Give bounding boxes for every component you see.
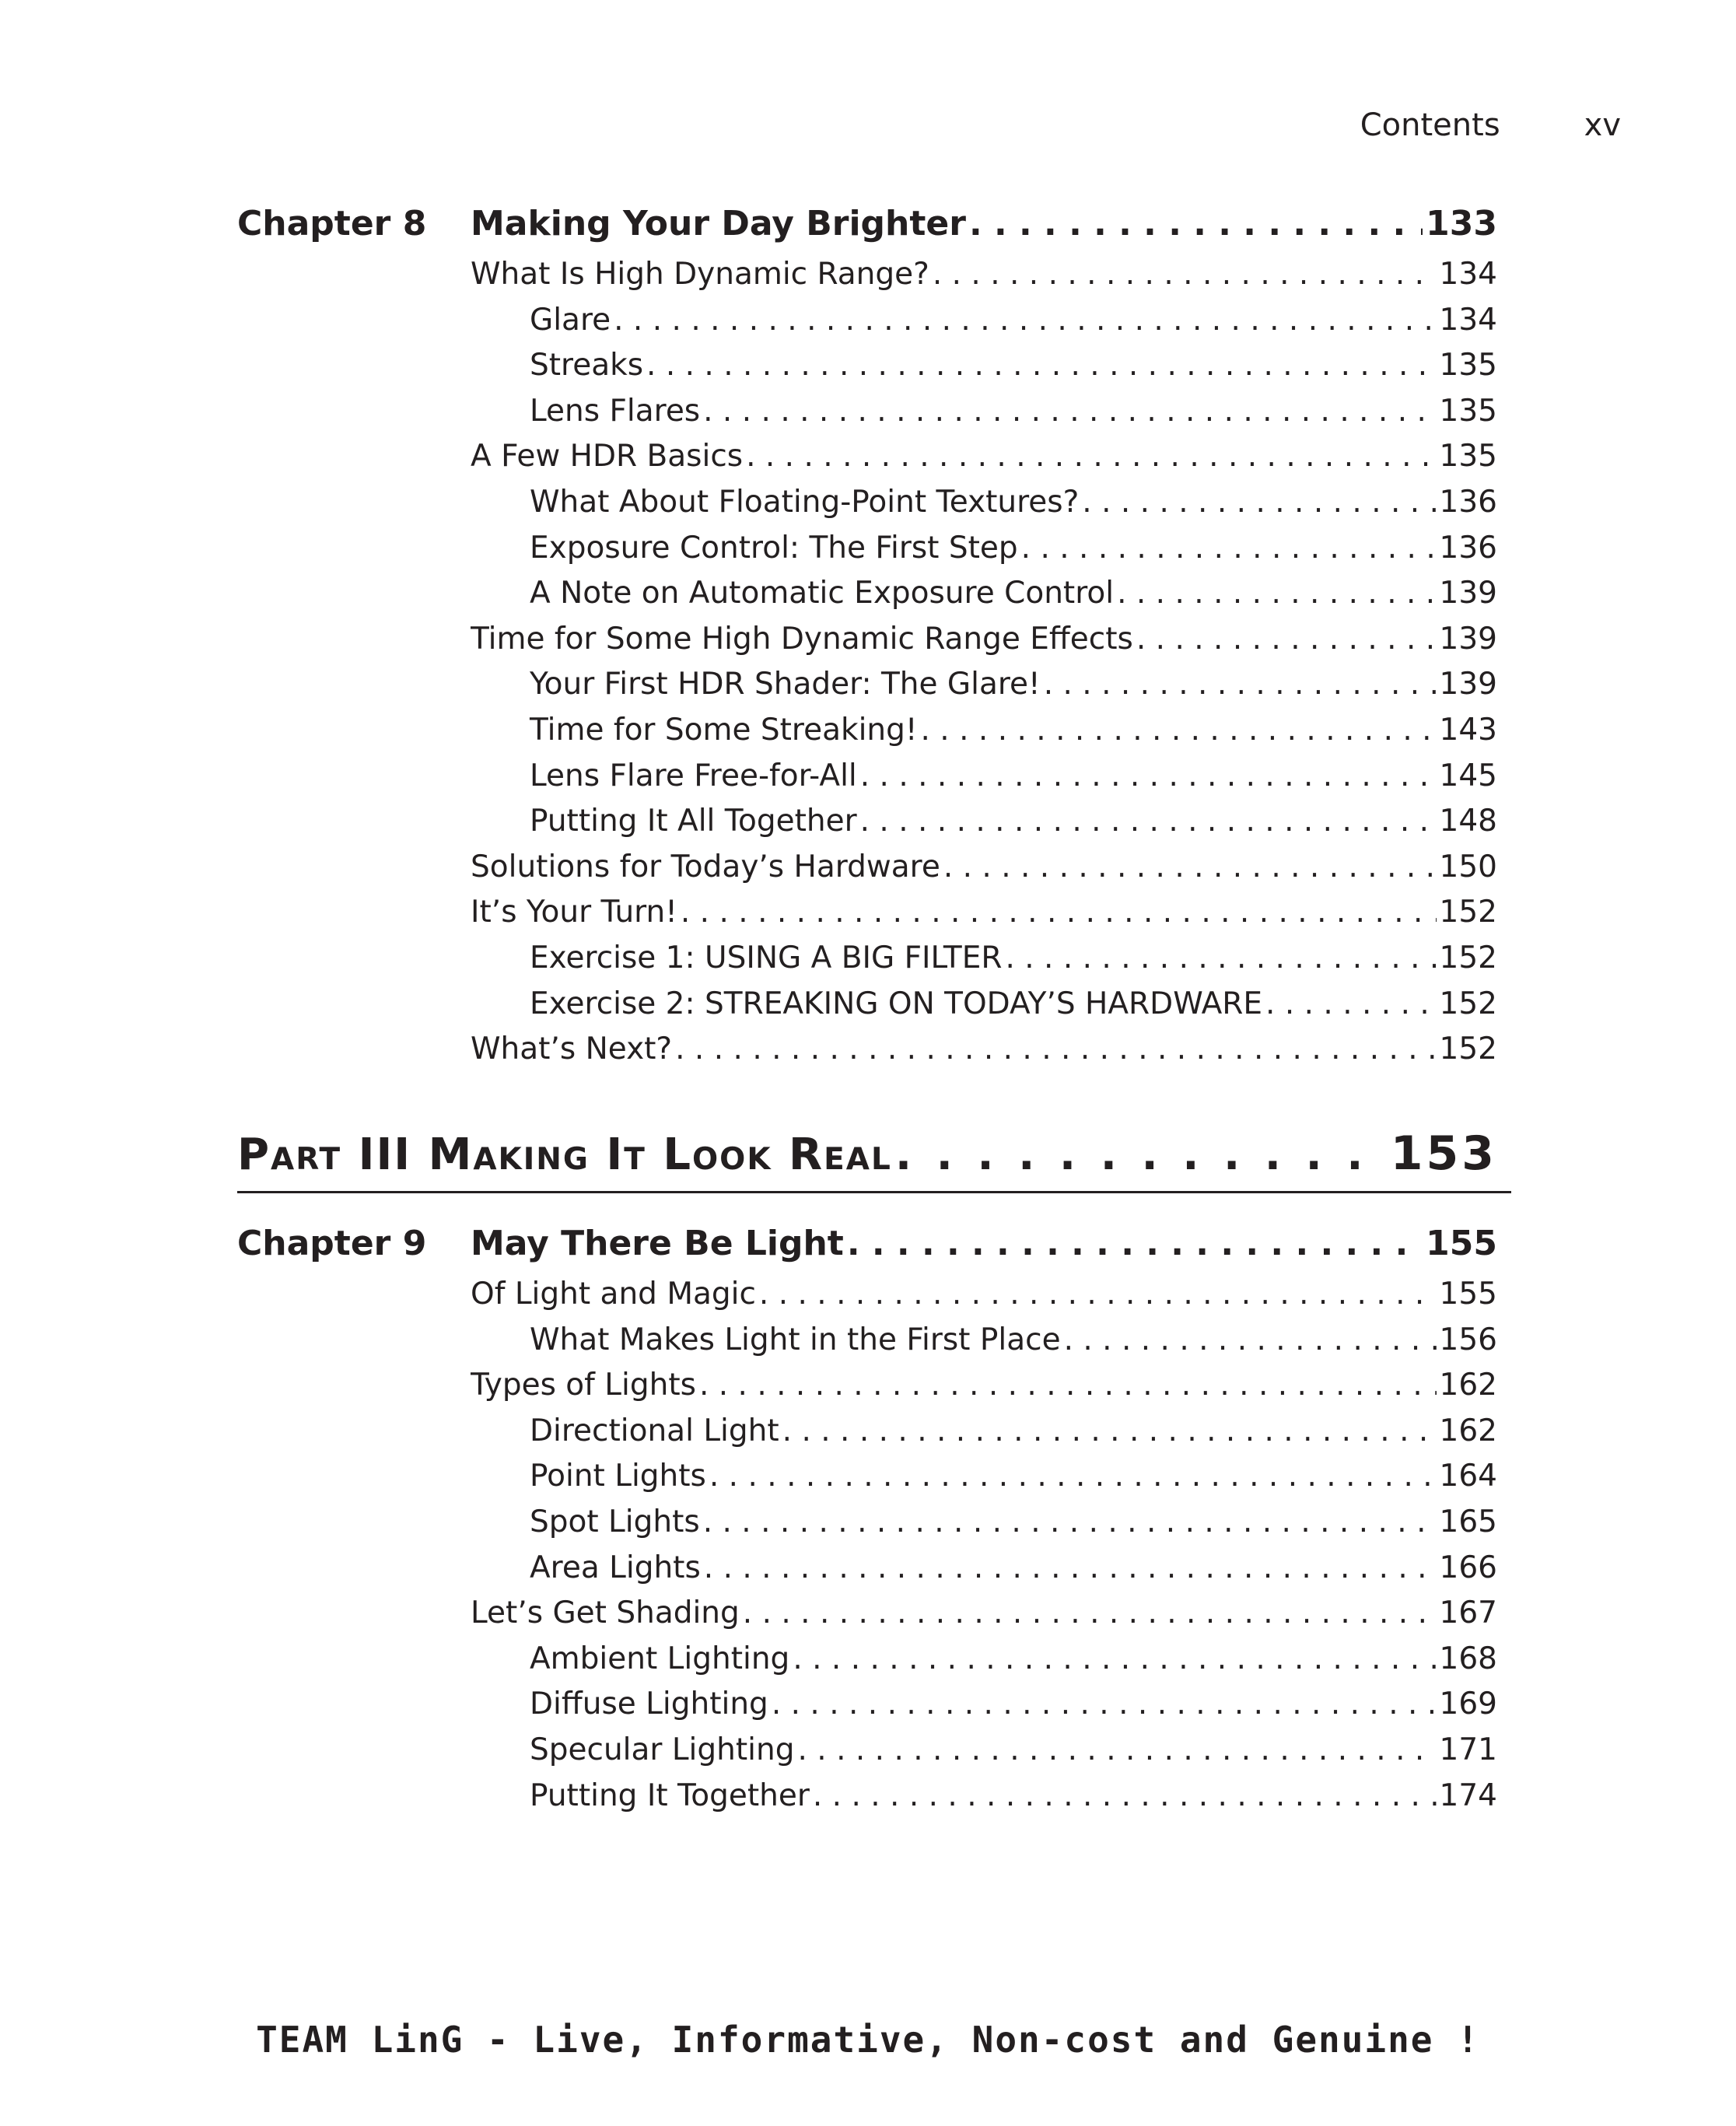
toc-entry-page: 152	[1439, 1031, 1497, 1067]
toc-entry-label: Directional Light	[530, 1413, 779, 1448]
part-heading[interactable]	[237, 1126, 1497, 1181]
toc-entry[interactable]	[471, 849, 1497, 895]
dot-leader	[675, 1031, 1436, 1067]
toc-entry-page: 136	[1439, 530, 1497, 566]
dot-leader	[943, 849, 1437, 884]
toc-entry[interactable]	[471, 394, 1497, 440]
dot-leader	[1044, 667, 1437, 702]
chapter-heading	[237, 204, 1497, 257]
part-title: Part III Making It Look Real	[237, 1130, 892, 1180]
toc-entry-label: A Few HDR Basics	[471, 439, 744, 475]
chapter-9-block	[237, 1224, 1497, 1823]
toc-entry-label: Point Lights	[530, 1459, 706, 1494]
toc-entry-label: Exercise 2: STREAKING ON TODAY’S HARDWARE	[530, 986, 1263, 1021]
toc-entry-page: 145	[1439, 758, 1497, 793]
toc-entry-page: 152	[1439, 986, 1497, 1021]
dot-leader	[813, 1778, 1437, 1813]
dot-leader	[1064, 1322, 1437, 1357]
toc-entry[interactable]	[471, 667, 1497, 713]
toc-entry[interactable]	[471, 986, 1497, 1032]
chapter-label: Chapter 9	[237, 1224, 427, 1263]
dot-leader	[782, 1413, 1437, 1448]
toc-entry-page: 150	[1439, 849, 1497, 884]
toc-entry[interactable]	[471, 1595, 1497, 1641]
toc-entry-page: 167	[1439, 1595, 1497, 1631]
toc-entry[interactable]	[471, 439, 1497, 485]
toc-entry-page: 174	[1439, 1778, 1497, 1813]
dot-leader	[614, 303, 1436, 338]
toc-entry-label: Spot Lights	[530, 1504, 700, 1539]
page-number: xv	[1584, 107, 1621, 143]
toc-entry-page: 162	[1439, 1413, 1497, 1448]
toc-entry-label: Putting It All Together	[530, 804, 857, 839]
dot-leader	[860, 804, 1437, 839]
toc-entry-label: Lens Flares	[530, 393, 701, 429]
toc-entry-page: 139	[1439, 667, 1497, 702]
dot-leader	[1117, 576, 1436, 611]
dot-leader	[1265, 986, 1437, 1021]
toc-entry-label: Specular Lighting	[530, 1732, 795, 1767]
toc-entry[interactable]	[471, 940, 1497, 986]
toc-entry-page: 162	[1439, 1368, 1497, 1403]
toc-entry-label: What About Floating-Point Textures?	[530, 484, 1080, 520]
toc-entry-label: Exposure Control: The First Step	[530, 530, 1018, 566]
toc-entry-page: 155	[1439, 1277, 1497, 1312]
dot-leader	[743, 1595, 1437, 1630]
dot-leader	[646, 348, 1437, 383]
toc-entry-label: Streaks	[530, 348, 644, 384]
toc-entry-page: 148	[1439, 804, 1497, 839]
toc-entries	[471, 257, 1497, 1077]
dot-leader	[797, 1732, 1436, 1767]
toc-entry-page: 139	[1439, 621, 1497, 657]
dot-leader	[933, 257, 1437, 292]
toc-entry-page: 156	[1439, 1322, 1497, 1357]
toc-entry[interactable]	[471, 348, 1497, 394]
dot-leader	[703, 394, 1436, 429]
toc-entry-label: Area Lights	[530, 1550, 701, 1585]
chapter-page: 133	[1426, 204, 1497, 243]
toc-entry-page: 143	[1439, 712, 1497, 748]
toc-entry-label: A Note on Automatic Exposure Control	[530, 576, 1115, 611]
dot-leader	[772, 1686, 1437, 1721]
toc-entry[interactable]	[471, 303, 1497, 348]
toc-entry[interactable]	[471, 531, 1497, 576]
toc-entry[interactable]	[471, 622, 1497, 667]
toc-entry-label: Exercise 1: USING A BIG FILTER	[530, 940, 1003, 975]
dot-leader	[793, 1641, 1436, 1676]
toc-entry-label: Solutions for Today’s Hardware	[471, 849, 940, 884]
toc-entry-page: 166	[1439, 1550, 1497, 1585]
toc-entry[interactable]	[471, 1778, 1497, 1824]
toc-entry-label: It’s Your Turn!	[471, 895, 677, 930]
toc-entry[interactable]	[471, 1686, 1497, 1732]
chapter-heading	[237, 1224, 1497, 1277]
running-head	[1360, 107, 1621, 143]
toc-entry[interactable]	[471, 758, 1497, 804]
dot-leader	[709, 1459, 1437, 1494]
footer-watermark: TEAM LinG - Live, Informative, Non-cost and Genuine !	[256, 2019, 1480, 2061]
toc-entry-label: Time for Some Streaking!	[530, 712, 918, 748]
toc-entry-page: 135	[1439, 348, 1497, 384]
dot-leader	[847, 1224, 1423, 1263]
chapter-page: 155	[1426, 1224, 1497, 1263]
chapter-title-row[interactable]	[471, 204, 1497, 243]
part-rule	[237, 1191, 1511, 1193]
dot-leader	[759, 1277, 1437, 1312]
toc-entry[interactable]	[471, 576, 1497, 622]
toc-entry-label: Let’s Get Shading	[471, 1595, 740, 1631]
toc-entry[interactable]	[471, 1413, 1497, 1459]
toc-entry-page: 134	[1439, 257, 1497, 292]
chapter-title: May There Be Light	[471, 1224, 844, 1263]
toc-entry-page: 164	[1439, 1459, 1497, 1494]
toc-entry-label: Ambient Lighting	[530, 1641, 790, 1676]
dot-leader	[1005, 940, 1436, 975]
toc-entry-page: 136	[1439, 484, 1497, 520]
dot-leader	[1021, 531, 1437, 566]
dot-leader	[703, 1504, 1437, 1539]
part-page: 153	[1390, 1126, 1497, 1181]
toc-entry-page: 135	[1439, 439, 1497, 475]
toc-entry-page: 135	[1439, 393, 1497, 429]
toc-entry[interactable]	[471, 713, 1497, 758]
toc-entry[interactable]	[471, 1459, 1497, 1504]
toc-entry-label: Types of Lights	[471, 1368, 696, 1403]
toc-entry-page: 171	[1439, 1732, 1497, 1767]
toc-entry[interactable]	[471, 1277, 1497, 1322]
toc-entry[interactable]	[471, 1031, 1497, 1077]
dot-leader	[969, 204, 1423, 243]
chapter-title-row[interactable]	[471, 1224, 1497, 1263]
toc-entry[interactable]	[471, 804, 1497, 849]
toc-entry-label: Glare	[530, 302, 611, 338]
toc-entry-page: 134	[1439, 302, 1497, 338]
toc-entry[interactable]	[471, 1504, 1497, 1550]
toc-entry[interactable]	[471, 1641, 1497, 1687]
toc-entry-label: Time for Some High Dynamic Range Effects	[471, 621, 1133, 657]
toc-entry-label: Diffuse Lighting	[530, 1686, 768, 1722]
toc-entry-label: Putting It Together	[530, 1778, 810, 1813]
toc-entry-label: Your First HDR Shader: The Glare!	[530, 667, 1041, 702]
toc-entry[interactable]	[471, 1368, 1497, 1413]
dot-leader	[895, 1130, 1388, 1180]
toc-entry-page: 169	[1439, 1686, 1497, 1722]
toc-entry-page: 168	[1439, 1641, 1497, 1676]
dot-leader	[1136, 622, 1437, 657]
toc-entry[interactable]	[471, 485, 1497, 531]
toc-entry-label: What Is High Dynamic Range?	[471, 257, 929, 292]
dot-leader	[681, 895, 1437, 930]
toc-entries	[471, 1277, 1497, 1823]
dot-leader	[699, 1368, 1437, 1403]
toc-entry-label: What Makes Light in the First Place	[530, 1322, 1061, 1357]
toc-entry[interactable]	[471, 1322, 1497, 1368]
running-head-title: Contents	[1360, 107, 1500, 143]
dot-leader	[860, 758, 1437, 793]
chapter-label: Chapter 8	[237, 204, 427, 243]
toc-entry[interactable]	[471, 895, 1497, 940]
toc-entry[interactable]	[471, 257, 1497, 303]
dot-leader	[921, 713, 1437, 748]
dot-leader	[704, 1550, 1437, 1585]
toc-entry-page: 139	[1439, 576, 1497, 611]
dot-leader	[746, 439, 1436, 474]
toc-entry-label: Lens Flare Free-for-All	[530, 758, 857, 793]
toc-entry[interactable]	[471, 1550, 1497, 1596]
toc-entry-page: 165	[1439, 1504, 1497, 1539]
dot-leader	[1082, 485, 1436, 520]
chapter-8-block	[237, 204, 1497, 1077]
toc-entry-label: Of Light and Magic	[471, 1277, 756, 1312]
toc-entry-page: 152	[1439, 895, 1497, 930]
toc-entry[interactable]	[471, 1732, 1497, 1778]
toc-entry-page: 152	[1439, 940, 1497, 975]
chapter-title: Making Your Day Brighter	[471, 204, 966, 243]
toc-entry-label: What’s Next?	[471, 1031, 673, 1067]
